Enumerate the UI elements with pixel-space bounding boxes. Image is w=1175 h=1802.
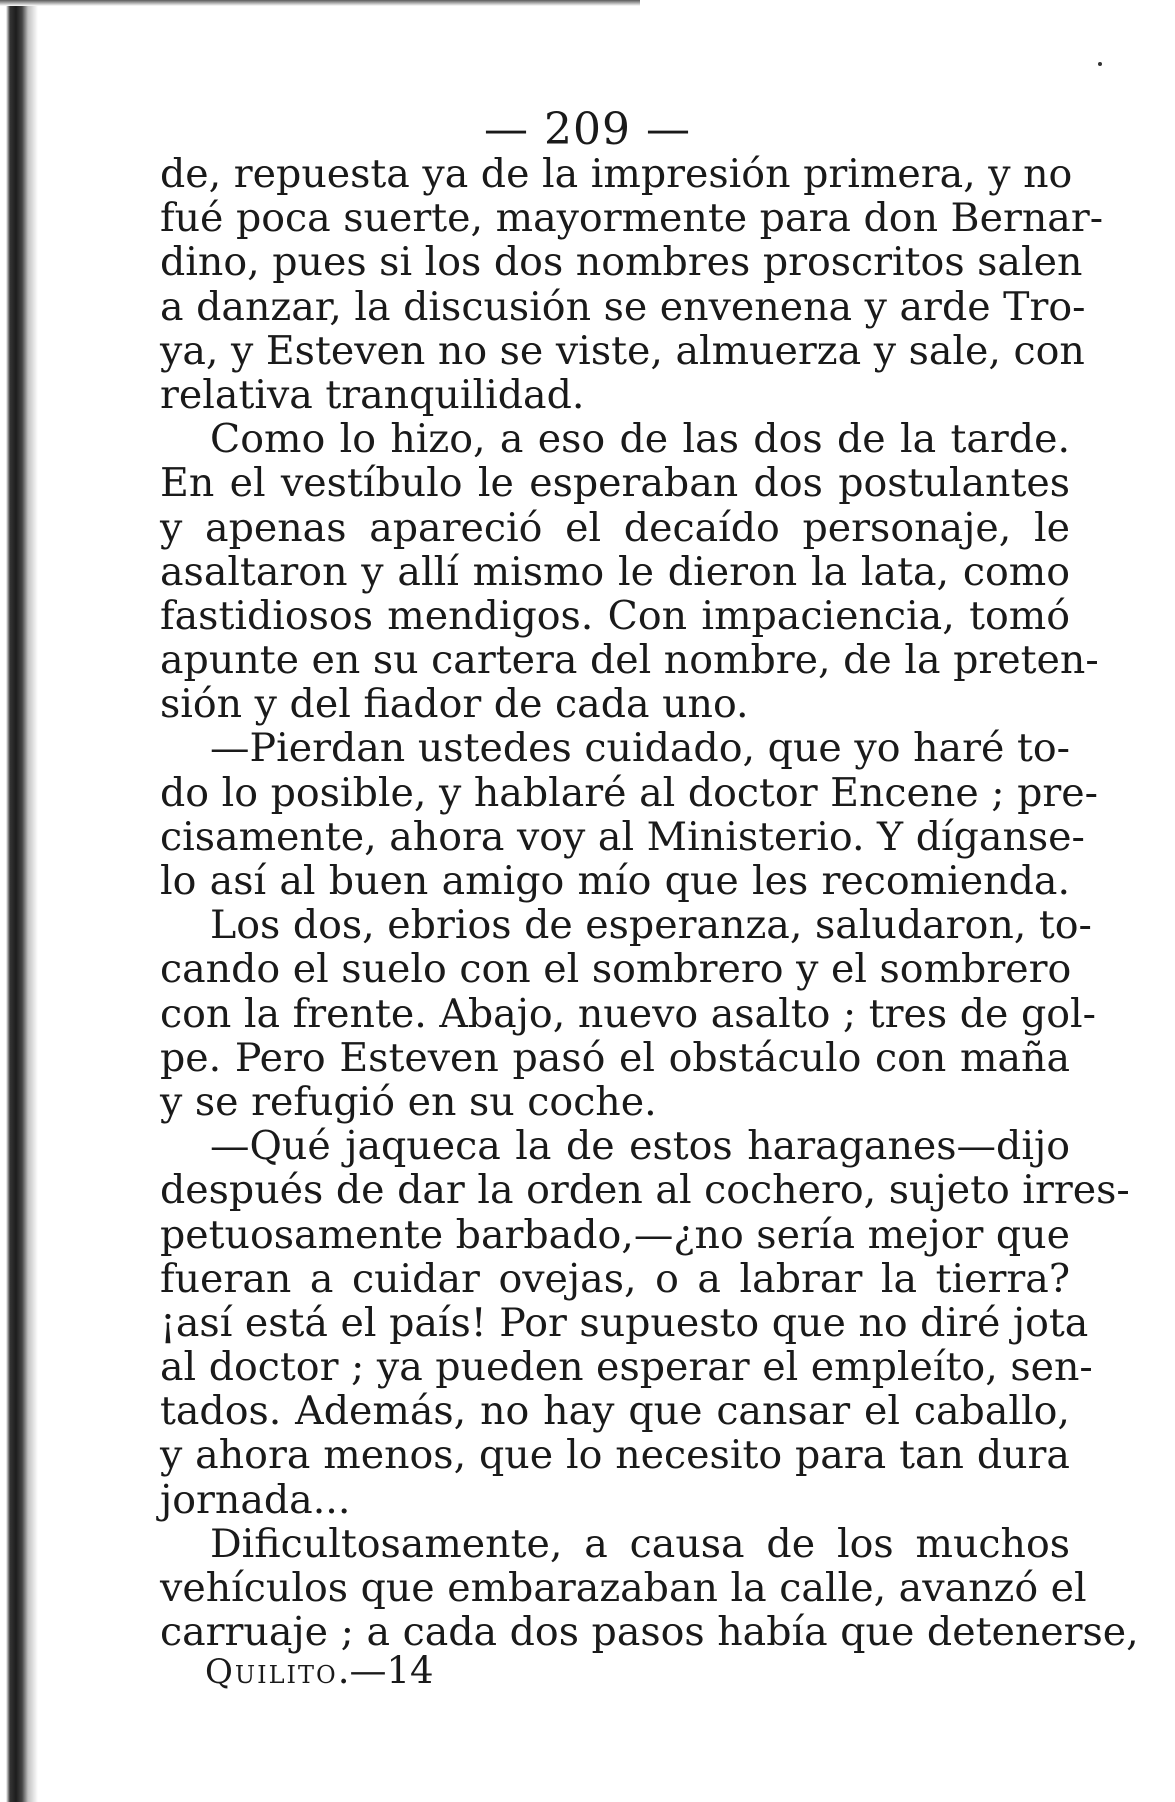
- text-line: después de dar la orden al cochero, sujeto irres-: [160, 1167, 1130, 1214]
- text-line: fastidiosos mendigos. Con impaciencia, tomó: [160, 592, 1070, 639]
- binding-edge: [0, 0, 38, 1802]
- print-speck: [1098, 62, 1102, 66]
- body-text: [160, 151, 1139, 1656]
- text-line: jornada...: [160, 1476, 351, 1523]
- text-line: pe. Pero Esteven pasó el obstáculo con maña: [160, 1034, 1070, 1081]
- text-line: cando el suelo con el sombrero y el sombrero: [160, 946, 1072, 993]
- page-number: — 209 —: [484, 104, 691, 155]
- text-line: Los dos, ebrios de esperanza, saludaron, to-: [210, 902, 1092, 949]
- text-line: sión y del fiador de cada uno.: [160, 681, 749, 728]
- text-line: Dificultosamente, a causa de los muchos: [210, 1520, 1070, 1567]
- text-line: a danzar, la discusión se envenena y arde Tro-: [160, 283, 1086, 330]
- text-line: apunte en su cartera del nombre, de la preten-: [160, 637, 1099, 684]
- top-edge-shadow: [0, 0, 640, 6]
- text-line: tados. Además, no hay que cansar el caballo,: [160, 1388, 1070, 1435]
- text-line: ya, y Esteven no se viste, almuerza y sale, con: [160, 327, 1085, 374]
- text-line: En el vestíbulo le esperaban dos postulantes: [160, 460, 1070, 507]
- text-line: —Qué jaqueca la de estos haraganes—dijo: [210, 1123, 1070, 1170]
- signature-title: Quilito: [205, 1652, 338, 1692]
- text-line: asaltaron y allí mismo le dieron la lata, como: [160, 548, 1070, 595]
- text-line: con la frente. Abajo, nuevo asalto ; tres de gol-: [160, 990, 1097, 1037]
- text-line: al doctor ; ya pueden esperar el empleíto, sen-: [160, 1344, 1093, 1391]
- text-line: cisamente, ahora voy al Ministerio. Y díganse-: [160, 813, 1085, 860]
- text-line: Como lo hizo, a eso de las dos de la tarde.: [210, 416, 1070, 463]
- text-line: vehículos que embarazaban la calle, avanzó el: [160, 1565, 1087, 1611]
- text-line: dino, pues si los dos nombres proscritos salen: [160, 239, 1083, 286]
- text-line: de, repuesta ya de la impresión primera, y no: [160, 151, 1073, 197]
- text-line: fueran a cuidar ovejas, o a labrar la tierra?: [160, 1255, 1070, 1302]
- text-line: y ahora menos, que lo necesito para tan dura: [160, 1432, 1070, 1479]
- text-line: relativa tranquilidad.: [160, 371, 585, 418]
- text-line: y apenas apareció el decaído personaje, le: [160, 504, 1070, 551]
- text-line: do lo posible, y hablaré al doctor Encene ; pre-: [160, 769, 1099, 816]
- text-line: lo así al buen amigo mío que les recomienda.: [160, 858, 1070, 904]
- text-line: carruaje ; a cada dos pasos había que detenerse,: [160, 1609, 1139, 1656]
- text-line: y se refugió en su coche.: [160, 1078, 657, 1125]
- text-line: petuosamente barbado,—¿no sería mejor que: [160, 1211, 1070, 1258]
- text-line: fué poca suerte, mayormente para don Bernar-: [160, 195, 1104, 242]
- printer-signature: [205, 1646, 434, 1697]
- text-line: —Pierdan ustedes cuidado, que yo haré to-: [210, 725, 1070, 772]
- text-line: ¡así está el país! Por supuesto que no diré jota: [160, 1299, 1089, 1346]
- signature-number: .—14: [337, 1649, 434, 1692]
